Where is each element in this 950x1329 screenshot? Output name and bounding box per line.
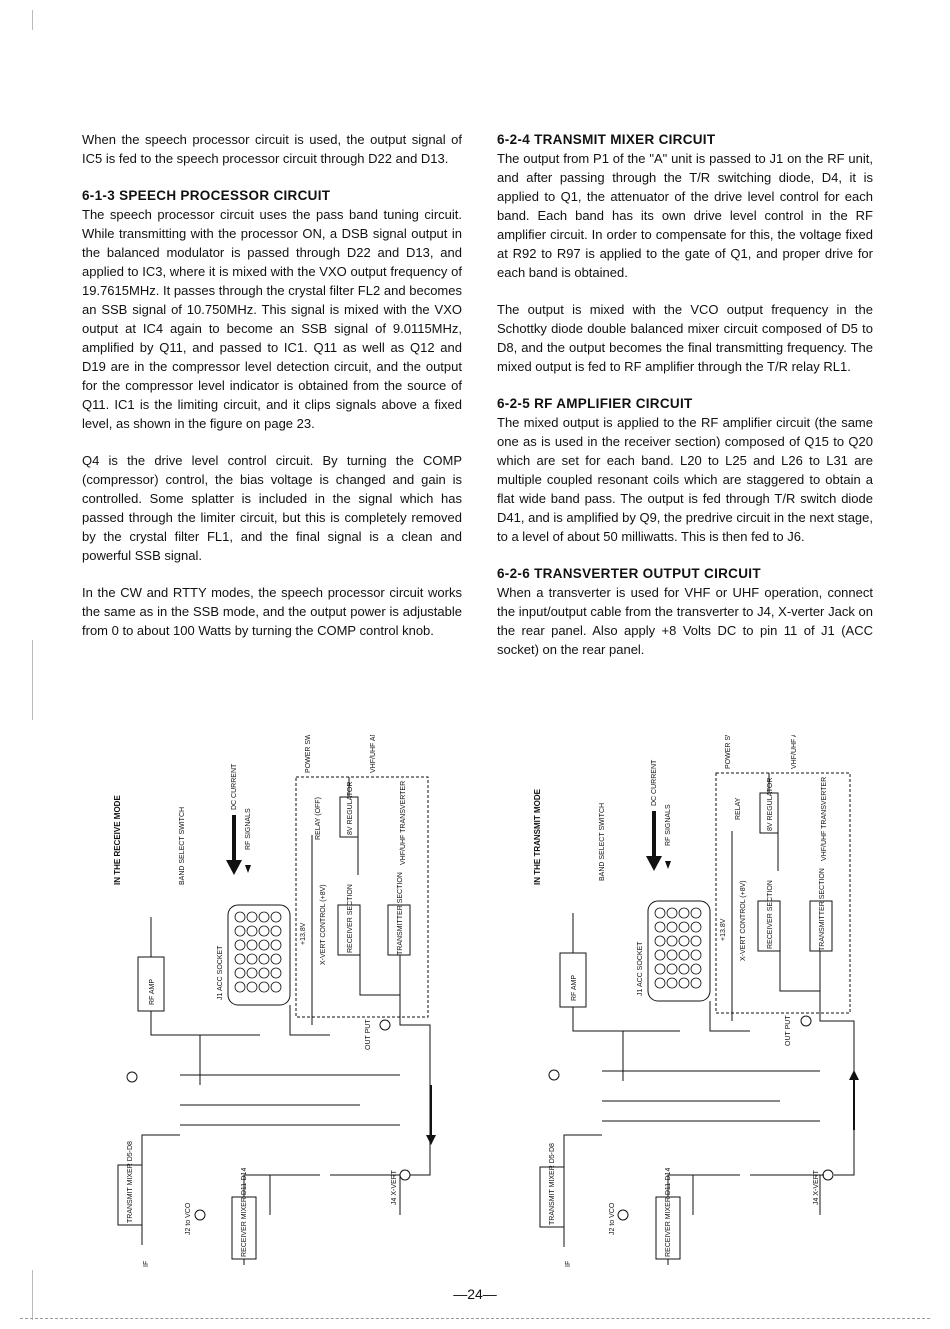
paragraph: In the CW and RTTY modes, the speech processor circuit works the same as in the SSB mode, and the output power is adjustable from 0 to about 100 Watts by turning the COMP control knob.	[82, 585, 462, 638]
section-heading: 6-2-4 TRANSMIT MIXER CIRCUIT	[497, 132, 716, 147]
label-acc-socket: J1 ACC SOCKET	[217, 945, 224, 1000]
section-heading: 6-2-6 TRANSVERTER OUTPUT CIRCUIT	[497, 566, 761, 581]
label-power-switch: POWER SWITCH	[725, 735, 732, 769]
label-regulator: 8V REGULATOR	[347, 781, 354, 835]
label-output: OUT PUT	[365, 1019, 372, 1050]
label-vco: J2 to VCO	[609, 1202, 616, 1235]
receive-mode-diagram	[100, 735, 445, 1270]
label-band-select: BAND SELECT SWITCH	[179, 806, 186, 885]
right-text-column	[497, 130, 873, 677]
label-acc-socket: J1 ACC SOCKET	[637, 941, 644, 996]
paragraph: The mixed output is applied to the RF amplifier circuit (the same one as is used in the receiver section) composed of Q15 to Q20 which are set for each band. L20 to L25 and L26 to L31 are multiple coupled resonant coils which are staggered to obtain a flat wide band pass. The output is fed through T/R switch diode D41, and is amplified by Q9, the predrive circuit in the next stage, to a level of about 50 milliwatts. This is then fed to J6.	[497, 415, 873, 544]
page-number: —24—	[453, 1286, 497, 1302]
label-13-8v: +13.8V	[300, 922, 307, 945]
label-xvert-jack: J4 X-VERT	[391, 1170, 398, 1205]
section-heading: 6-2-5 RF AMPLIFIER CIRCUIT	[497, 396, 693, 411]
label-power-switch: POWER SWITCH ON	[305, 735, 312, 773]
label-relay: RELAY (OFF)	[315, 797, 322, 840]
diagram-title: IN THE RECEIVE MODE	[113, 795, 122, 885]
left-text-column	[82, 130, 462, 658]
label-vhf-transverter: VHF/UHF TRANSVERTER	[400, 780, 407, 865]
label-receiver-mixer: RECEIVER MIXER D11-D14	[241, 1167, 248, 1257]
label-rf-signals: RF SIGNALS	[665, 804, 672, 846]
label-rf-amp: RF AMP	[571, 974, 578, 1001]
paragraph: The output is mixed with the VCO output frequency in the Schottky diode double balanced mixer circuit composed of D5 to D8, and the output becomes the final transmitting frequency. The mixed output is fed to RF amplifier through the T/R relay RL1.	[497, 302, 873, 374]
paragraph: When the speech processor circuit is used, the output signal of IC5 is fed to the speech processor circuit through D22 and D13.	[82, 132, 462, 166]
label-transmitter-section: TRANSMITTER SECTION	[397, 872, 404, 955]
label-if: IF	[143, 1260, 150, 1267]
receive-mode-schematic	[100, 735, 445, 1270]
margin-mark	[32, 10, 33, 30]
label-dc-current: DC CURRENT	[651, 759, 658, 806]
label-transmit-mixer: TRANSMIT MIXER D5-D8	[127, 1141, 134, 1223]
label-relay: RELAY	[735, 797, 742, 820]
diagram-title: IN THE TRANSMIT MODE	[533, 789, 542, 885]
paragraph: Q4 is the drive level control circuit. By turning the COMP (compressor) control, the bias voltage is changed and gain is controlled. Some splatter is included in the signal which has passed through the limiter circuit, but this is completely removed by the crystal filter FL1, and the final signal is a clean and powerful SSB signal.	[82, 453, 462, 563]
label-vco: J2 to VCO	[185, 1202, 192, 1235]
label-transmitter-section: TRANSMITTER SECTION	[819, 868, 826, 951]
label-band-select: BAND SELECT SWITCH	[599, 802, 606, 881]
label-vhf-antenna: VHF/UHF ANTENNA	[370, 735, 377, 773]
label-regulator: 8V REGULATOR	[767, 777, 774, 831]
label-transmit-mixer: TRANSMIT MIXER D5-D8	[549, 1143, 556, 1225]
paragraph: The output from P1 of the "A" unit is passed to J1 on the RF unit, and after passing through the T/R switching diode, D4, it is applied to Q1, the attenuator of the drive level control for each band. Each band has its own drive level control in the RF amplifier circuit. In order to compensate for this, the voltage fixed at R92 to R97 is applied to the gate of Q1, and proper drive for each band is obtained.	[497, 151, 873, 280]
label-xvert-jack: J4 X-VERT	[813, 1170, 820, 1205]
label-rf-signals: RF SIGNALS	[245, 808, 252, 850]
paragraph: The speech processor circuit uses the pass band tuning circuit. While transmitting with the processor ON, a DSB signal output in the balanced modulator is passed through D22 and D13, and applied to IC3, where it is mixed with the VXO output frequency of 19.7615MHz. It passes through the crystal filter FL2 and becomes an SSB signal of 10.750MHz. This signal is mixed with the VXO output at IC4 again to become an SSB signal of 9.0115MHz, amplified by Q11, and passed to IC1. Q11 as well as Q12 and D19 are in the compressor level detection circuit, and the output for the compressor level indicator is obtained from the source of Q11. IC1 is the limiting circuit, and it clips signals above a fixed level, as shown in the figure on page 23.	[82, 207, 462, 431]
label-receiver-section: RECEIVER SECTION	[767, 880, 774, 949]
label-vhf-antenna: VHF/UHF ANTENNA	[791, 735, 798, 769]
transmit-mode-diagram	[528, 735, 868, 1270]
label-dc-current: DC CURRENT	[231, 763, 238, 810]
paragraph: When a transverter is used for VHF or UHF operation, connect the input/output cable from the transverter to J4, X-verter Jack on the rear panel. Also apply +8 Volts DC to pin 11 of J1 (ACC socket) on the rear panel.	[497, 585, 873, 657]
label-rf-amp: RF AMP	[149, 978, 156, 1005]
label-13-8v: +13.8V	[720, 918, 727, 941]
label-output: OUT PUT	[785, 1015, 792, 1046]
section-heading: 6-1-3 SPEECH PROCESSOR CIRCUIT	[82, 188, 331, 203]
label-xvert-control: X-VERT CONTROL (+8V)	[740, 880, 747, 961]
label-receiver-mixer: RECEIVER MIXER D11-D14	[665, 1167, 672, 1257]
label-if: IF	[565, 1260, 572, 1267]
label-receiver-section: RECEIVER SECTION	[347, 884, 354, 953]
transmit-mode-schematic	[528, 735, 868, 1270]
footer-rule	[20, 1318, 930, 1319]
margin-mark	[32, 640, 33, 720]
label-xvert-control: X-VERT CONTROL (+8V)	[320, 884, 327, 965]
label-vhf-transverter: VHF/UHF TRANSVERTER	[821, 776, 828, 861]
